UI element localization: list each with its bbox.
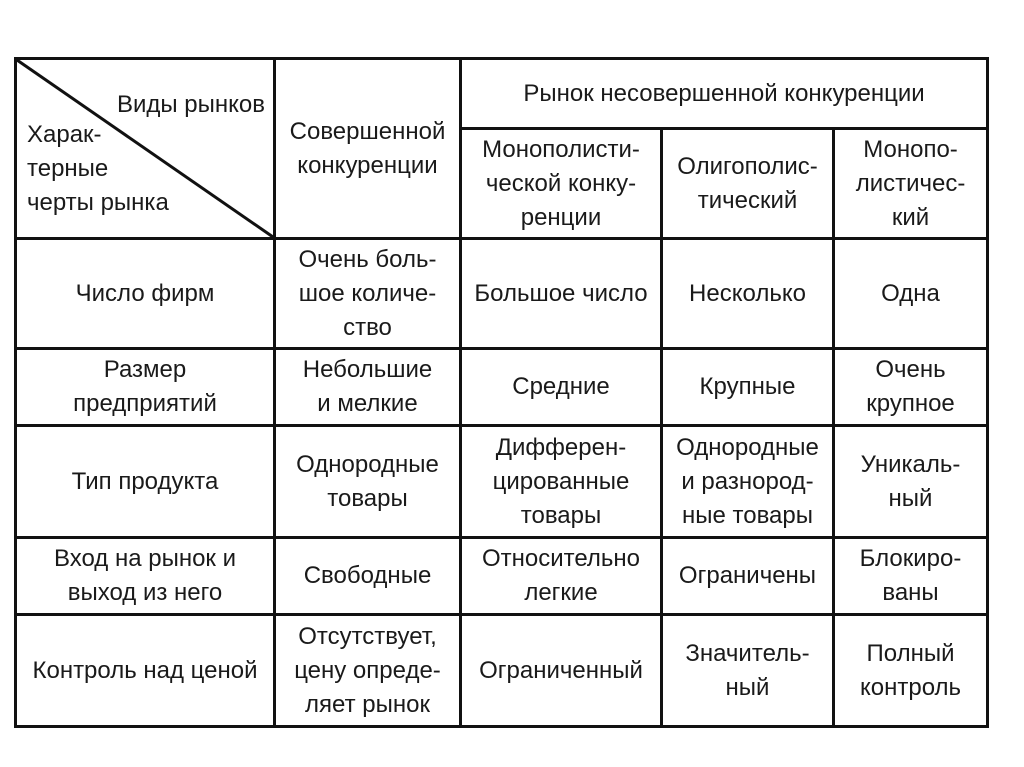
row-feature-label: Контроль над ценой (16, 615, 275, 727)
corner-market-features-label: Харак- терные черты рынка (27, 121, 169, 216)
cell-monopolistic-competition: Ограниченный (461, 615, 662, 727)
cell-monopoly: Полный контроль (834, 615, 988, 727)
cell-oligopoly: Однородные и разнород- ные товары (662, 426, 834, 538)
corner-market-types-label: Виды рынков (116, 91, 265, 118)
cell-monopolistic-competition: Дифферен- цированные товары (461, 426, 662, 538)
table-row (16, 538, 988, 615)
corner-header-cell (16, 59, 275, 239)
cell-monopolistic-competition: Относительно легкие (461, 538, 662, 615)
cell-oligopoly: Значитель- ный (662, 615, 834, 727)
cell-perfect: Свободные (275, 538, 461, 615)
cell-monopoly: Уникаль- ный (834, 426, 988, 538)
table-row (16, 239, 988, 349)
row-feature-label: Вход на рынок и выход из него (16, 538, 275, 615)
cell-monopolistic-competition: Большое число (461, 239, 662, 349)
cell-perfect: Отсутствует, цену опреде- ляет рынок (275, 615, 461, 727)
cell-perfect: Небольшие и мелкие (275, 349, 461, 426)
cell-monopoly: Одна (834, 239, 988, 349)
header-imperfect-competition: Рынок несовершенной конкуренции (461, 59, 988, 129)
header-oligopoly: Олигополис- тический (662, 129, 834, 239)
row-feature-label: Тип продукта (16, 426, 275, 538)
row-feature-label: Размер предприятий (16, 349, 275, 426)
cell-perfect: Однородные товары (275, 426, 461, 538)
cell-monopoly: Блокиро- ваны (834, 538, 988, 615)
cell-oligopoly: Крупные (662, 349, 834, 426)
cell-monopoly: Очень крупное (834, 349, 988, 426)
cell-perfect: Очень боль- шое количе- ство (275, 239, 461, 349)
header-monopoly: Монопо- листичес- кий (834, 129, 988, 239)
table-row (16, 349, 988, 426)
table-row (16, 426, 988, 538)
row-feature-label: Число фирм (16, 239, 275, 349)
table-row (16, 615, 988, 727)
header-monopolistic-competition: Монополисти- ческой конку- ренции (461, 129, 662, 239)
cell-oligopoly: Несколько (662, 239, 834, 349)
header-row-top (16, 59, 988, 129)
cell-oligopoly: Ограничены (662, 538, 834, 615)
header-perfect-competition: Совершенной конкуренции (275, 59, 461, 239)
market-structures-table (14, 57, 989, 728)
cell-monopolistic-competition: Средние (461, 349, 662, 426)
